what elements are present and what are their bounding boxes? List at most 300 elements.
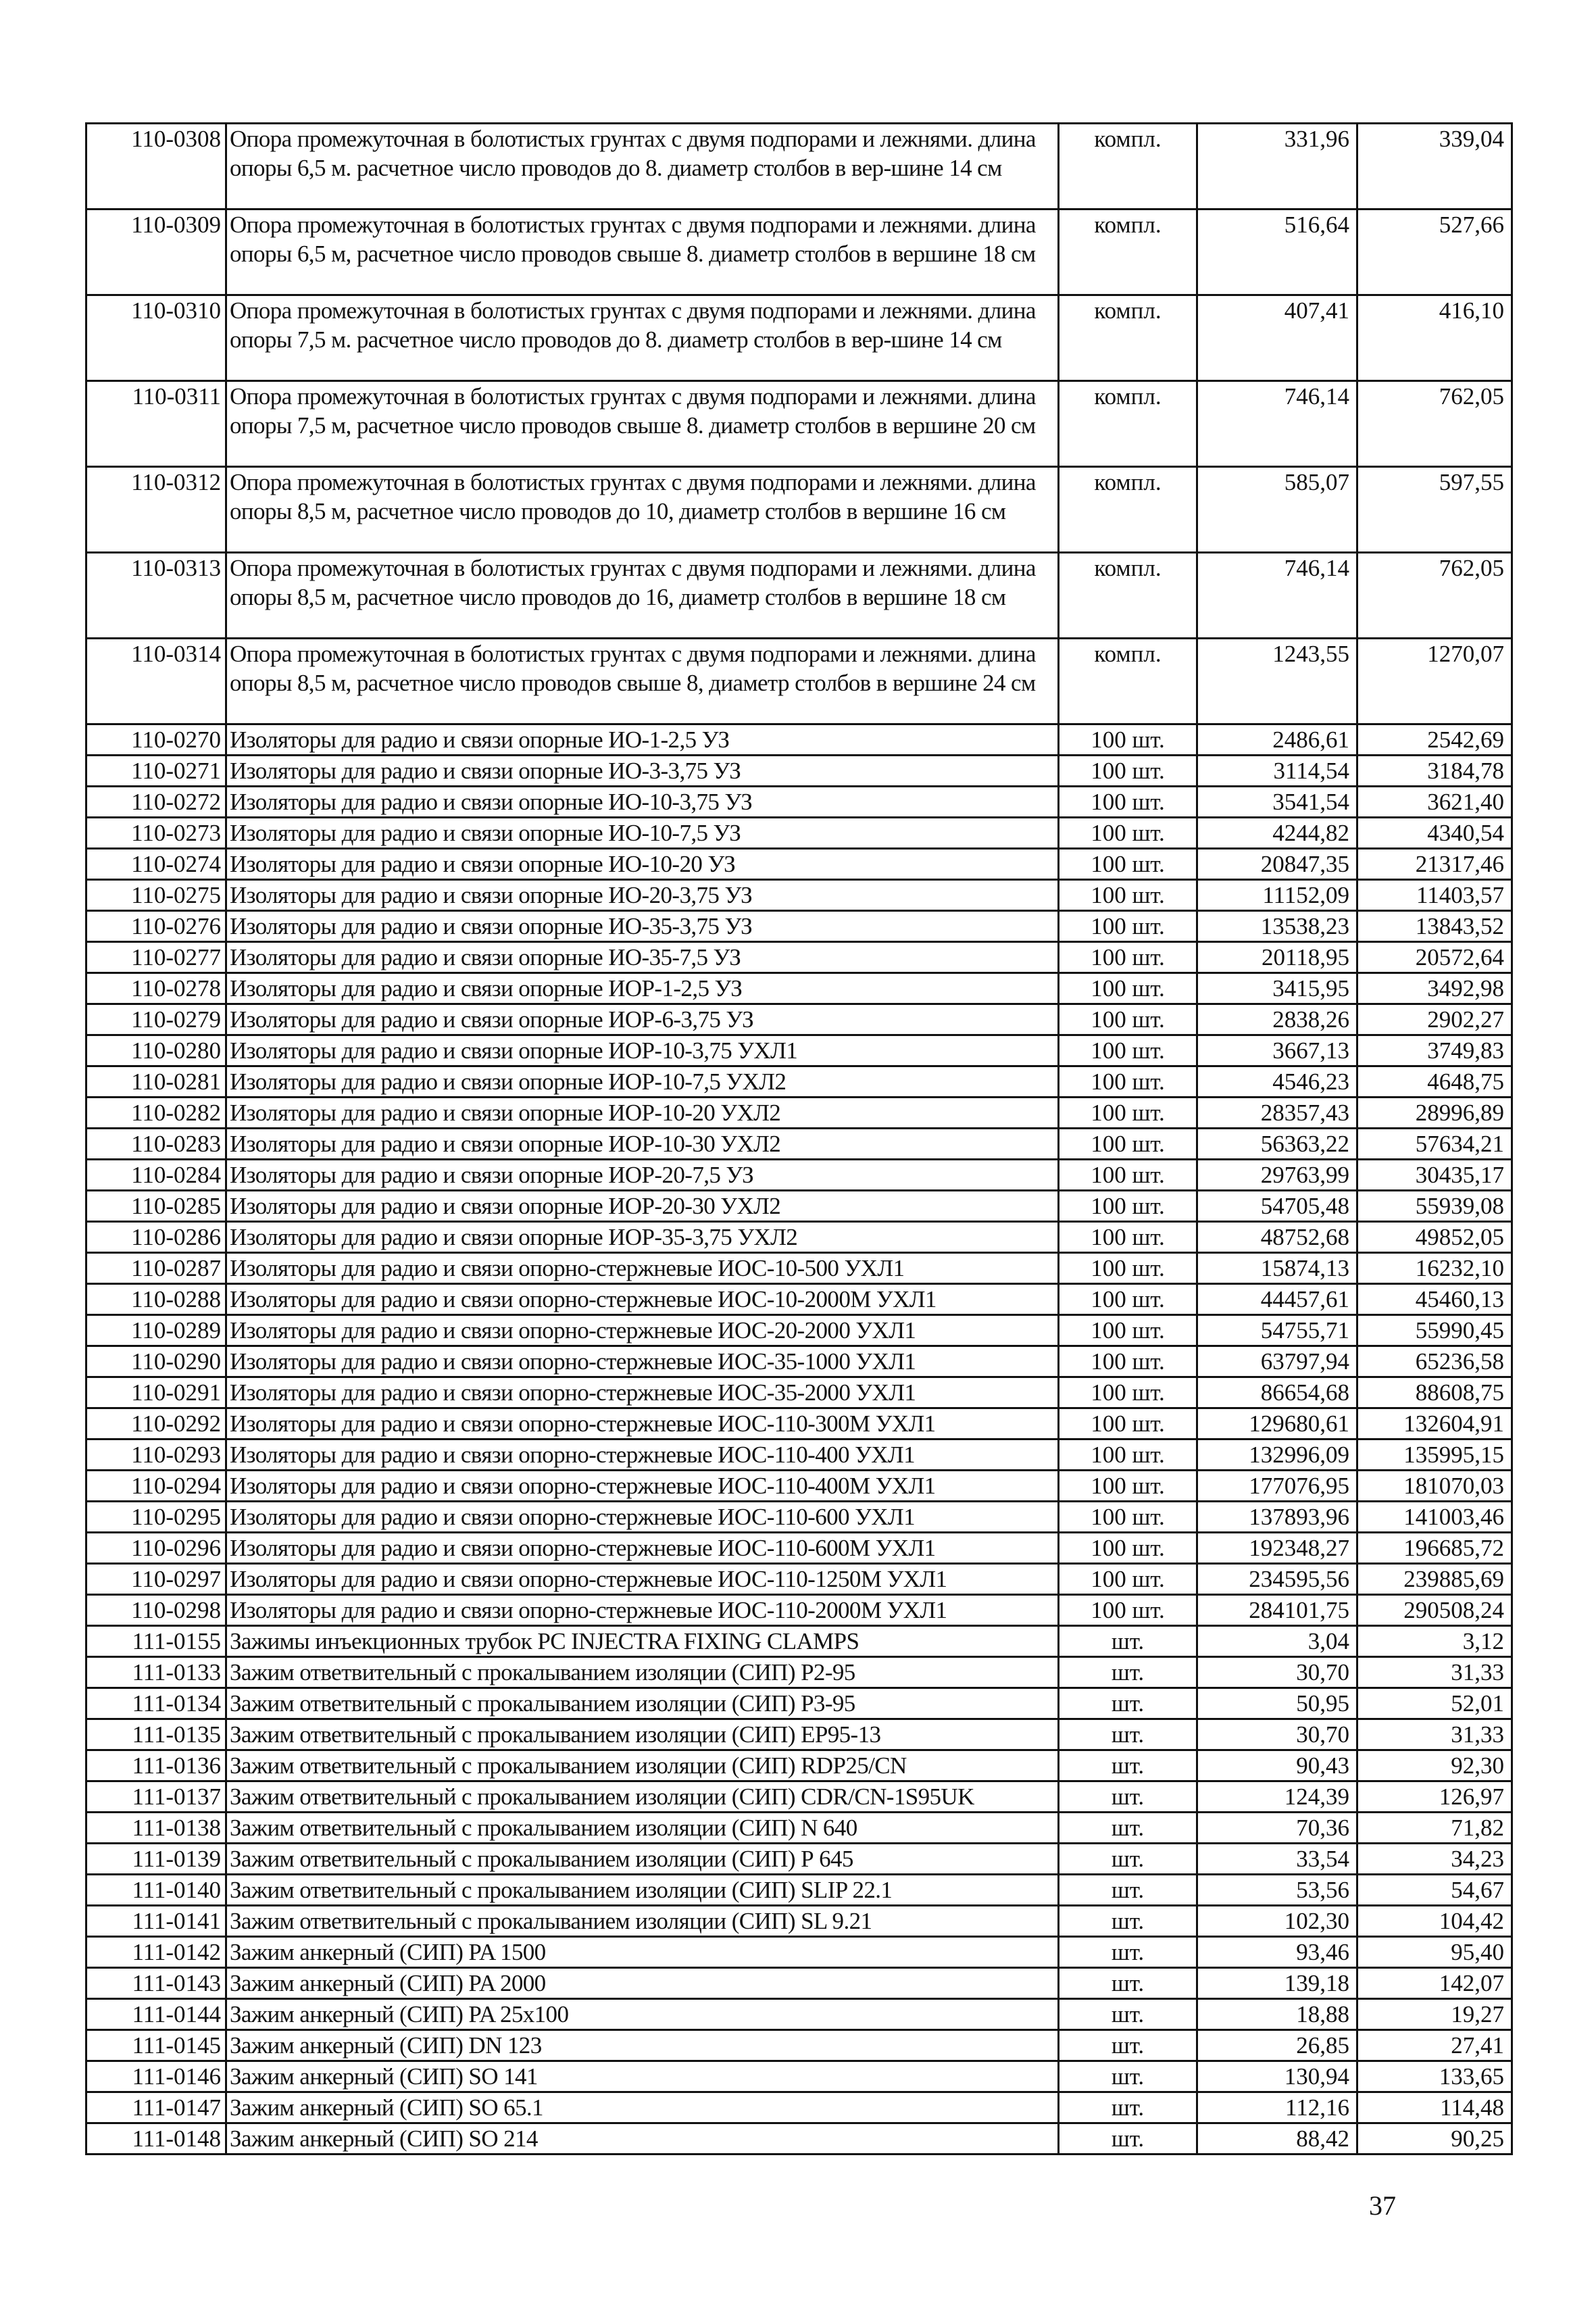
row-price-1: 102,30 [1197, 1906, 1357, 1937]
row-price-2: 416,10 [1357, 295, 1512, 381]
row-description: Изоляторы для радио и связи опорные ИОР-35-3,75 УХЛ2 [226, 1222, 1059, 1253]
row-unit: 100 шт. [1059, 1377, 1197, 1408]
row-price-1: 48752,68 [1197, 1222, 1357, 1253]
table-row [86, 1222, 1512, 1253]
row-description: Изоляторы для радио и связи опорно-стержневые ИОС-35-1000 УХЛ1 [226, 1346, 1059, 1377]
row-description: Зажим ответвительный с прокалыванием изоляции (СИП) SLIP 22.1 [226, 1875, 1059, 1906]
row-price-1: 54705,48 [1197, 1191, 1357, 1222]
row-price-2: 55939,08 [1357, 1191, 1512, 1222]
row-unit: шт. [1059, 2030, 1197, 2061]
row-price-1: 746,14 [1197, 553, 1357, 639]
row-price-2: 126,97 [1357, 1781, 1512, 1813]
row-unit: 100 шт. [1059, 756, 1197, 787]
row-description: Изоляторы для радио и связи опорно-стержневые ИОС-110-600М УХЛ1 [226, 1533, 1059, 1564]
row-price-1: 20118,95 [1197, 942, 1357, 973]
row-price-2: 13843,52 [1357, 911, 1512, 942]
price-table [85, 122, 1513, 2155]
row-price-1: 30,70 [1197, 1657, 1357, 1688]
row-price-2: 239885,69 [1357, 1564, 1512, 1595]
row-description: Зажим ответвительный с прокалыванием изоляции (СИП) Р3-95 [226, 1688, 1059, 1719]
row-description: Изоляторы для радио и связи опорно-стержневые ИОС-110-300М УХЛ1 [226, 1408, 1059, 1439]
row-price-2: 57634,21 [1357, 1129, 1512, 1160]
table-row [86, 1937, 1512, 1968]
row-unit: шт. [1059, 2061, 1197, 2092]
row-price-1: 11152,09 [1197, 880, 1357, 911]
table-row [86, 1471, 1512, 1502]
row-unit: шт. [1059, 2092, 1197, 2123]
row-description: Изоляторы для радио и связи опорные ИО-10-20 УЗ [226, 849, 1059, 880]
row-code: 110-0276 [86, 911, 226, 942]
row-unit: 100 шт. [1059, 973, 1197, 1004]
row-price-2: 95,40 [1357, 1937, 1512, 1968]
row-unit: 100 шт. [1059, 1408, 1197, 1439]
row-price-2: 196685,72 [1357, 1533, 1512, 1564]
row-unit: 100 шт. [1059, 1004, 1197, 1035]
row-price-2: 54,67 [1357, 1875, 1512, 1906]
row-description: Опора промежуточная в болотистых грунтах с двумя подпорами и лежнями. длина опоры 7,5 м. расчетное число проводов до 8. диаметр столбов в вер-шине 14 см [226, 295, 1059, 381]
row-code: 111-0142 [86, 1937, 226, 1968]
row-price-1: 1243,55 [1197, 639, 1357, 724]
row-unit: 100 шт. [1059, 1284, 1197, 1315]
row-price-1: 28357,43 [1197, 1098, 1357, 1129]
row-unit: 100 шт. [1059, 849, 1197, 880]
row-description: Изоляторы для радио и связи опорно-стержневые ИОС-20-2000 УХЛ1 [226, 1315, 1059, 1346]
row-code: 111-0141 [86, 1906, 226, 1937]
row-price-2: 762,05 [1357, 553, 1512, 639]
table-row [86, 1035, 1512, 1066]
row-price-1: 177076,95 [1197, 1471, 1357, 1502]
row-unit: 100 шт. [1059, 1471, 1197, 1502]
row-price-2: 71,82 [1357, 1813, 1512, 1844]
row-price-1: 585,07 [1197, 467, 1357, 553]
row-code: 111-0133 [86, 1657, 226, 1688]
row-price-2: 3,12 [1357, 1626, 1512, 1657]
row-price-1: 130,94 [1197, 2061, 1357, 2092]
table-row [86, 880, 1512, 911]
row-unit: 100 шт. [1059, 1595, 1197, 1626]
row-unit: компл. [1059, 639, 1197, 724]
row-unit: шт. [1059, 1719, 1197, 1750]
row-price-2: 34,23 [1357, 1844, 1512, 1875]
row-price-1: 3,04 [1197, 1626, 1357, 1657]
row-code: 111-0138 [86, 1813, 226, 1844]
row-description: Зажим анкерный (СИП) PA 1500 [226, 1937, 1059, 1968]
table-row [86, 1160, 1512, 1191]
table-row [86, 724, 1512, 756]
row-unit: компл. [1059, 295, 1197, 381]
row-code: 111-0144 [86, 1999, 226, 2030]
row-description: Изоляторы для радио и связи опорные ИОР-10-3,75 УХЛ1 [226, 1035, 1059, 1066]
row-price-1: 3541,54 [1197, 787, 1357, 818]
row-price-1: 44457,61 [1197, 1284, 1357, 1315]
page-number: 37 [1369, 2190, 1396, 2221]
row-description: Зажим анкерный (СИП) SO 214 [226, 2123, 1059, 2155]
row-description: Опора промежуточная в болотистых грунтах с двумя подпорами и лежнями. длина опоры 8,5 м, расчетное число проводов до 10, диаметр столбов в вершине 16 см [226, 467, 1059, 553]
row-price-1: 90,43 [1197, 1750, 1357, 1781]
row-price-2: 31,33 [1357, 1657, 1512, 1688]
table-row [86, 2061, 1512, 2092]
row-code: 110-0290 [86, 1346, 226, 1377]
row-price-2: 3749,83 [1357, 1035, 1512, 1066]
row-price-1: 234595,56 [1197, 1564, 1357, 1595]
row-unit: шт. [1059, 1750, 1197, 1781]
row-price-1: 112,16 [1197, 2092, 1357, 2123]
row-description: Зажим ответвительный с прокалыванием изоляции (СИП) Р 645 [226, 1844, 1059, 1875]
row-code: 110-0284 [86, 1160, 226, 1191]
table-row [86, 467, 1512, 553]
row-unit: 100 шт. [1059, 1346, 1197, 1377]
row-price-2: 2542,69 [1357, 724, 1512, 756]
row-price-2: 104,42 [1357, 1906, 1512, 1937]
table-row [86, 295, 1512, 381]
row-description: Изоляторы для радио и связи опорные ИОР-20-30 УХЛ2 [226, 1191, 1059, 1222]
row-price-1: 86654,68 [1197, 1377, 1357, 1408]
row-description: Изоляторы для радио и связи опорные ИО-35-3,75 УЗ [226, 911, 1059, 942]
table-row [86, 2030, 1512, 2061]
row-code: 110-0314 [86, 639, 226, 724]
row-unit: 100 шт. [1059, 1315, 1197, 1346]
row-code: 110-0287 [86, 1253, 226, 1284]
row-price-2: 4340,54 [1357, 818, 1512, 849]
row-price-2: 88608,75 [1357, 1377, 1512, 1408]
row-unit: шт. [1059, 1657, 1197, 1688]
row-unit: 100 шт. [1059, 1439, 1197, 1471]
row-description: Изоляторы для радио и связи опорно-стержневые ИОС-110-2000М УХЛ1 [226, 1595, 1059, 1626]
row-price-2: 141003,46 [1357, 1502, 1512, 1533]
row-code: 110-0289 [86, 1315, 226, 1346]
row-unit: шт. [1059, 1781, 1197, 1813]
row-price-1: 50,95 [1197, 1688, 1357, 1719]
row-price-2: 597,55 [1357, 467, 1512, 553]
row-unit: компл. [1059, 553, 1197, 639]
row-price-2: 3492,98 [1357, 973, 1512, 1004]
row-unit: 100 шт. [1059, 787, 1197, 818]
row-code: 110-0281 [86, 1066, 226, 1098]
row-unit: 100 шт. [1059, 1035, 1197, 1066]
row-description: Зажимы инъекционных трубок PC INJECTRA FIXING CLAMPS [226, 1626, 1059, 1657]
table-row [86, 1284, 1512, 1315]
row-description: Зажим ответвительный с прокалыванием изоляции (СИП) CDR/CN-1S95UK [226, 1781, 1059, 1813]
row-unit: шт. [1059, 1688, 1197, 1719]
row-price-2: 30435,17 [1357, 1160, 1512, 1191]
row-description: Зажим ответвительный с прокалыванием изоляции (СИП) ЕР95-13 [226, 1719, 1059, 1750]
row-description: Изоляторы для радио и связи опорные ИО-3-3,75 УЗ [226, 756, 1059, 787]
table-row [86, 756, 1512, 787]
table-row [86, 1750, 1512, 1781]
table-row [86, 2092, 1512, 2123]
row-code: 110-0275 [86, 880, 226, 911]
row-description: Зажим анкерный (СИП) SO 141 [226, 2061, 1059, 2092]
row-price-1: 746,14 [1197, 381, 1357, 467]
row-price-1: 124,39 [1197, 1781, 1357, 1813]
table-row [86, 1657, 1512, 1688]
table-row [86, 1844, 1512, 1875]
row-price-2: 55990,45 [1357, 1315, 1512, 1346]
row-unit: 100 шт. [1059, 1129, 1197, 1160]
row-code: 111-0139 [86, 1844, 226, 1875]
row-unit: шт. [1059, 1906, 1197, 1937]
row-price-2: 527,66 [1357, 210, 1512, 295]
row-price-2: 181070,03 [1357, 1471, 1512, 1502]
row-unit: 100 шт. [1059, 1160, 1197, 1191]
row-price-2: 762,05 [1357, 381, 1512, 467]
row-unit: 100 шт. [1059, 1533, 1197, 1564]
row-price-1: 516,64 [1197, 210, 1357, 295]
row-description: Зажим ответвительный с прокалыванием изоляции (СИП) Р2-95 [226, 1657, 1059, 1688]
row-unit: 100 шт. [1059, 1066, 1197, 1098]
row-description: Изоляторы для радио и связи опорно-стержневые ИОС-35-2000 УХЛ1 [226, 1377, 1059, 1408]
table-row [86, 1719, 1512, 1750]
row-unit: компл. [1059, 124, 1197, 210]
row-price-1: 192348,27 [1197, 1533, 1357, 1564]
row-price-2: 11403,57 [1357, 880, 1512, 911]
row-description: Изоляторы для радио и связи опорные ИОР-10-30 УХЛ2 [226, 1129, 1059, 1160]
row-price-1: 29763,99 [1197, 1160, 1357, 1191]
row-price-2: 142,07 [1357, 1968, 1512, 1999]
row-price-1: 33,54 [1197, 1844, 1357, 1875]
table-row [86, 1439, 1512, 1471]
row-code: 110-0288 [86, 1284, 226, 1315]
table-row [86, 973, 1512, 1004]
row-description: Изоляторы для радио и связи опорные ИОР-6-3,75 УЗ [226, 1004, 1059, 1035]
row-code: 111-0143 [86, 1968, 226, 1999]
row-code: 111-0147 [86, 2092, 226, 2123]
row-price-1: 13538,23 [1197, 911, 1357, 942]
row-code: 110-0291 [86, 1377, 226, 1408]
table-row [86, 1098, 1512, 1129]
table-row [86, 1595, 1512, 1626]
row-price-1: 132996,09 [1197, 1439, 1357, 1471]
row-price-1: 30,70 [1197, 1719, 1357, 1750]
row-code: 110-0295 [86, 1502, 226, 1533]
table-row [86, 639, 1512, 724]
row-price-1: 3415,95 [1197, 973, 1357, 1004]
row-price-1: 3114,54 [1197, 756, 1357, 787]
table-row [86, 787, 1512, 818]
row-code: 110-0312 [86, 467, 226, 553]
row-unit: 100 шт. [1059, 724, 1197, 756]
row-description: Изоляторы для радио и связи опорно-стержневые ИОС-10-2000М УХЛ1 [226, 1284, 1059, 1315]
row-description: Опора промежуточная в болотистых грунтах с двумя подпорами и лежнями. длина опоры 8,5 м, расчетное число проводов свыше 8, диаметр столбов в вершине 24 см [226, 639, 1059, 724]
table-row [86, 381, 1512, 467]
row-price-1: 18,88 [1197, 1999, 1357, 2030]
row-price-1: 3667,13 [1197, 1035, 1357, 1066]
row-code: 111-0136 [86, 1750, 226, 1781]
table-row [86, 1377, 1512, 1408]
row-price-2: 339,04 [1357, 124, 1512, 210]
table-row [86, 942, 1512, 973]
row-code: 110-0277 [86, 942, 226, 973]
row-code: 110-0274 [86, 849, 226, 880]
row-price-2: 92,30 [1357, 1750, 1512, 1781]
row-price-2: 132604,91 [1357, 1408, 1512, 1439]
row-price-2: 90,25 [1357, 2123, 1512, 2155]
row-code: 110-0273 [86, 818, 226, 849]
row-price-2: 20572,64 [1357, 942, 1512, 973]
row-description: Изоляторы для радио и связи опорные ИО-1-2,5 УЗ [226, 724, 1059, 756]
row-price-1: 93,46 [1197, 1937, 1357, 1968]
row-description: Изоляторы для радио и связи опорно-стержневые ИОС-110-400М УХЛ1 [226, 1471, 1059, 1502]
row-unit: 100 шт. [1059, 1222, 1197, 1253]
row-unit: 100 шт. [1059, 1564, 1197, 1595]
row-price-1: 26,85 [1197, 2030, 1357, 2061]
row-price-2: 65236,58 [1357, 1346, 1512, 1377]
row-price-2: 290508,24 [1357, 1595, 1512, 1626]
row-price-1: 70,36 [1197, 1813, 1357, 1844]
row-price-2: 16232,10 [1357, 1253, 1512, 1284]
row-unit: шт. [1059, 1875, 1197, 1906]
row-unit: шт. [1059, 1999, 1197, 2030]
table-row [86, 1253, 1512, 1284]
row-unit: 100 шт. [1059, 1502, 1197, 1533]
row-code: 110-0279 [86, 1004, 226, 1035]
row-code: 111-0148 [86, 2123, 226, 2155]
row-price-1: 56363,22 [1197, 1129, 1357, 1160]
row-price-1: 63797,94 [1197, 1346, 1357, 1377]
table-row [86, 1191, 1512, 1222]
row-description: Опора промежуточная в болотистых грунтах с двумя подпорами и лежнями. длина опоры 6,5 м. расчетное число проводов до 8. диаметр столбов в вер-шине 14 см [226, 124, 1059, 210]
row-price-2: 28996,89 [1357, 1098, 1512, 1129]
table-row [86, 1315, 1512, 1346]
row-price-1: 2838,26 [1197, 1004, 1357, 1035]
row-description: Опора промежуточная в болотистых грунтах с двумя подпорами и лежнями. длина опоры 6,5 м, расчетное число проводов свыше 8. диаметр столбов в вершине 18 см [226, 210, 1059, 295]
table-row [86, 849, 1512, 880]
row-unit: 100 шт. [1059, 818, 1197, 849]
row-code: 110-0310 [86, 295, 226, 381]
table-row [86, 1875, 1512, 1906]
row-code: 111-0140 [86, 1875, 226, 1906]
row-price-1: 331,96 [1197, 124, 1357, 210]
row-description: Изоляторы для радио и связи опорно-стержневые ИОС-10-500 УХЛ1 [226, 1253, 1059, 1284]
row-price-1: 4244,82 [1197, 818, 1357, 849]
row-price-1: 2486,61 [1197, 724, 1357, 756]
row-price-1: 54755,71 [1197, 1315, 1357, 1346]
row-description: Зажим анкерный (СИП) DN 123 [226, 2030, 1059, 2061]
row-unit: 100 шт. [1059, 942, 1197, 973]
row-unit: 100 шт. [1059, 880, 1197, 911]
row-unit: шт. [1059, 1968, 1197, 1999]
row-description: Зажим ответвительный с прокалыванием изоляции (СИП) N 640 [226, 1813, 1059, 1844]
row-price-2: 45460,13 [1357, 1284, 1512, 1315]
row-unit: шт. [1059, 2123, 1197, 2155]
row-code: 110-0298 [86, 1595, 226, 1626]
row-price-1: 137893,96 [1197, 1502, 1357, 1533]
table-row [86, 1781, 1512, 1813]
row-code: 110-0272 [86, 787, 226, 818]
row-price-2: 4648,75 [1357, 1066, 1512, 1098]
row-price-2: 52,01 [1357, 1688, 1512, 1719]
row-code: 110-0282 [86, 1098, 226, 1129]
row-description: Зажим ответвительный с прокалыванием изоляции (СИП) SL 9.21 [226, 1906, 1059, 1937]
row-unit: 100 шт. [1059, 1253, 1197, 1284]
row-code: 110-0296 [86, 1533, 226, 1564]
row-price-2: 3621,40 [1357, 787, 1512, 818]
table-row [86, 1346, 1512, 1377]
row-price-1: 407,41 [1197, 295, 1357, 381]
row-price-1: 4546,23 [1197, 1066, 1357, 1098]
table-row [86, 1502, 1512, 1533]
row-unit: шт. [1059, 1626, 1197, 1657]
table-row [86, 2123, 1512, 2155]
row-description: Изоляторы для радио и связи опорные ИОР-10-20 УХЛ2 [226, 1098, 1059, 1129]
row-price-2: 114,48 [1357, 2092, 1512, 2123]
row-code: 110-0313 [86, 553, 226, 639]
row-price-1: 15874,13 [1197, 1253, 1357, 1284]
row-price-2: 27,41 [1357, 2030, 1512, 2061]
row-unit: компл. [1059, 467, 1197, 553]
row-code: 110-0270 [86, 724, 226, 756]
row-price-2: 3184,78 [1357, 756, 1512, 787]
row-price-1: 284101,75 [1197, 1595, 1357, 1626]
row-description: Изоляторы для радио и связи опорно-стержневые ИОС-110-400 УХЛ1 [226, 1439, 1059, 1471]
table-row [86, 911, 1512, 942]
row-code: 111-0145 [86, 2030, 226, 2061]
price-table-body [86, 124, 1512, 2155]
row-code: 110-0311 [86, 381, 226, 467]
row-price-1: 129680,61 [1197, 1408, 1357, 1439]
row-code: 111-0155 [86, 1626, 226, 1657]
row-description: Изоляторы для радио и связи опорно-стержневые ИОС-110-600 УХЛ1 [226, 1502, 1059, 1533]
table-row [86, 818, 1512, 849]
row-code: 111-0146 [86, 2061, 226, 2092]
row-price-2: 19,27 [1357, 1999, 1512, 2030]
row-description: Изоляторы для радио и связи опорные ИО-20-3,75 УЗ [226, 880, 1059, 911]
row-unit: 100 шт. [1059, 1098, 1197, 1129]
table-row [86, 1999, 1512, 2030]
row-code: 110-0294 [86, 1471, 226, 1502]
row-price-2: 133,65 [1357, 2061, 1512, 2092]
row-code: 110-0308 [86, 124, 226, 210]
row-price-2: 135995,15 [1357, 1439, 1512, 1471]
row-unit: компл. [1059, 210, 1197, 295]
table-row [86, 1066, 1512, 1098]
row-description: Изоляторы для радио и связи опорные ИО-10-3,75 УЗ [226, 787, 1059, 818]
row-price-2: 49852,05 [1357, 1222, 1512, 1253]
table-row [86, 210, 1512, 295]
row-unit: шт. [1059, 1813, 1197, 1844]
row-code: 110-0309 [86, 210, 226, 295]
row-code: 111-0134 [86, 1688, 226, 1719]
row-code: 110-0293 [86, 1439, 226, 1471]
table-row [86, 1129, 1512, 1160]
row-code: 110-0285 [86, 1191, 226, 1222]
row-description: Изоляторы для радио и связи опорные ИОР-1-2,5 УЗ [226, 973, 1059, 1004]
table-row [86, 1533, 1512, 1564]
row-description: Зажим анкерный (СИП) PA 2000 [226, 1968, 1059, 1999]
row-description: Изоляторы для радио и связи опорные ИО-35-7,5 УЗ [226, 942, 1059, 973]
row-code: 110-0292 [86, 1408, 226, 1439]
row-description: Опора промежуточная в болотистых грунтах с двумя подпорами и лежнями. длина опоры 7,5 м, расчетное число проводов свыше 8. диаметр столбов в вершине 20 см [226, 381, 1059, 467]
row-code: 110-0286 [86, 1222, 226, 1253]
row-price-2: 1270,07 [1357, 639, 1512, 724]
row-price-1: 20847,35 [1197, 849, 1357, 880]
row-price-2: 21317,46 [1357, 849, 1512, 880]
row-unit: 100 шт. [1059, 1191, 1197, 1222]
row-description: Зажим ответвительный с прокалыванием изоляции (СИП) RDP25/CN [226, 1750, 1059, 1781]
row-description: Изоляторы для радио и связи опорно-стержневые ИОС-110-1250М УХЛ1 [226, 1564, 1059, 1595]
table-row [86, 553, 1512, 639]
row-code: 110-0271 [86, 756, 226, 787]
table-row [86, 1564, 1512, 1595]
row-unit: шт. [1059, 1937, 1197, 1968]
row-code: 111-0137 [86, 1781, 226, 1813]
row-price-1: 139,18 [1197, 1968, 1357, 1999]
row-description: Изоляторы для радио и связи опорные ИОР-20-7,5 УЗ [226, 1160, 1059, 1191]
row-price-1: 88,42 [1197, 2123, 1357, 2155]
row-code: 110-0297 [86, 1564, 226, 1595]
row-code: 111-0135 [86, 1719, 226, 1750]
row-description: Изоляторы для радио и связи опорные ИО-10-7,5 УЗ [226, 818, 1059, 849]
